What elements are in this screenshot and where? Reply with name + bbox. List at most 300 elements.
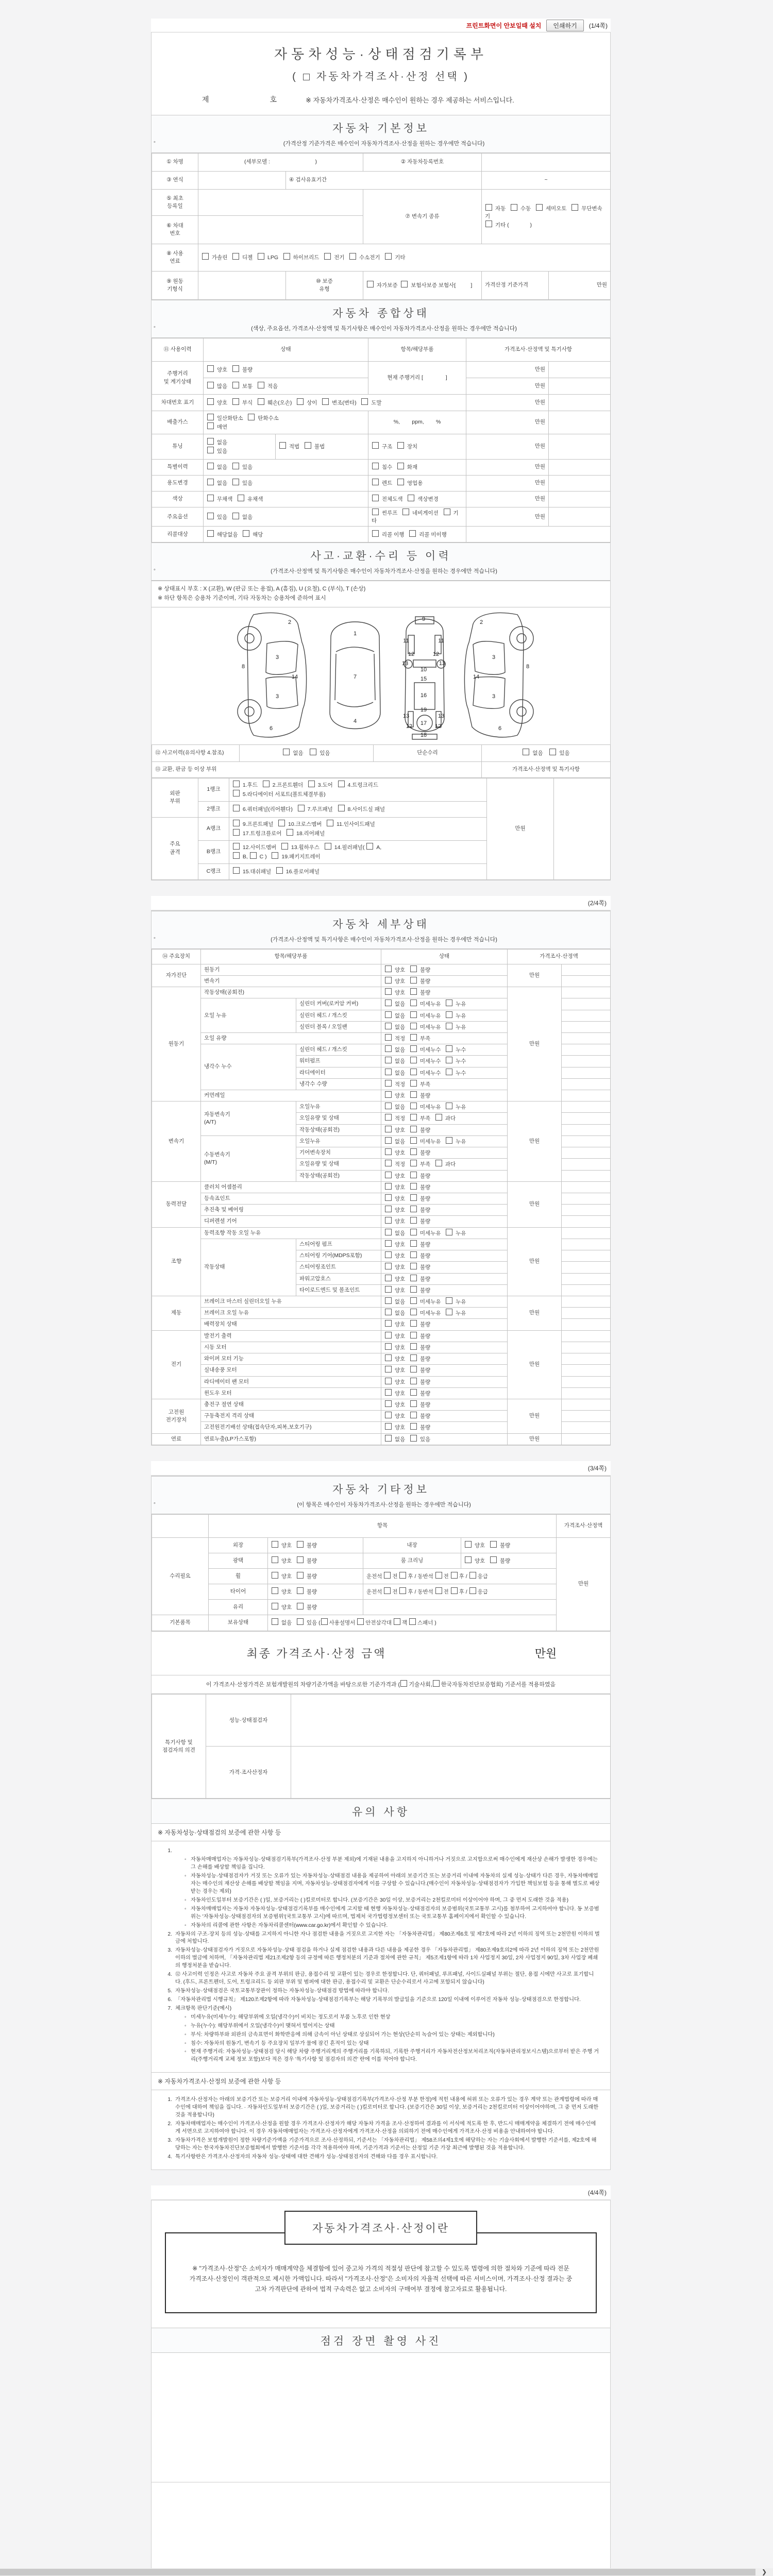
checkbox[interactable] — [401, 281, 408, 287]
checkbox[interactable] — [410, 1286, 417, 1293]
cell: 만원 — [508, 1101, 562, 1182]
checkbox[interactable] — [207, 513, 214, 519]
notice-item: 2. 자동차매매업자는 매수인이 가격조사·산정을 원할 경우 가격조사·산정자가 해당 자동차 가격을 조사·산정하여 결과를 이 서식에 적도록 한 후, 반드시 매매계약을 체결하기 전에 매수인에게 서면으로 고지하여야 합니다. 이 경우 자동차매매업자는 가격조사·산정자에게 가격조사·산정을 의뢰하기 전에 매수인에게 가격조사·산정 비용을 안내하여야 합니다. — [167, 2121, 596, 2134]
checkbox[interactable] — [384, 1572, 391, 1579]
checkbox[interactable] — [469, 1572, 476, 1579]
checkbox[interactable] — [385, 1069, 392, 1075]
checkbox[interactable] — [385, 1400, 392, 1407]
cell: 주요 골격 — [152, 817, 198, 879]
checkbox[interactable] — [272, 1603, 278, 1609]
checkbox[interactable] — [385, 1297, 392, 1304]
print-toolbar — [151, 19, 611, 32]
cell: 양호 불량 — [381, 1181, 508, 1193]
checkbox[interactable] — [409, 1618, 416, 1625]
checkbox[interactable] — [385, 977, 392, 984]
checkbox[interactable] — [410, 1160, 417, 1166]
checkbox[interactable] — [385, 253, 392, 260]
checkbox[interactable] — [232, 365, 239, 372]
checkbox[interactable] — [207, 479, 214, 485]
scroll-right-button[interactable]: ❯ — [761, 2568, 767, 2575]
cell: 만원 — [466, 460, 549, 476]
page-marker-4: (4/4쪽) — [587, 2189, 607, 2196]
checkbox[interactable] — [446, 1229, 452, 1235]
checkbox[interactable] — [399, 1587, 406, 1594]
cell: 양호 불량 — [381, 1319, 508, 1330]
checkbox[interactable] — [410, 1309, 417, 1315]
checkbox[interactable] — [297, 1556, 304, 1563]
checkbox[interactable] — [490, 1556, 497, 1563]
doc-no-suffix: 호 — [270, 95, 277, 104]
checkbox[interactable] — [281, 843, 288, 850]
checkbox[interactable] — [385, 1160, 392, 1166]
checkbox[interactable] — [272, 852, 278, 859]
checkbox[interactable] — [410, 1137, 417, 1144]
checkbox[interactable] — [536, 204, 543, 211]
checkbox[interactable] — [361, 398, 368, 405]
checkbox[interactable] — [233, 805, 240, 811]
checkbox[interactable] — [385, 1045, 392, 1052]
checkbox[interactable] — [263, 781, 270, 787]
checkbox[interactable] — [410, 1423, 417, 1430]
checkbox[interactable] — [385, 1183, 392, 1190]
checkbox[interactable] — [338, 781, 345, 787]
cell: 발전기 출력 — [201, 1330, 381, 1342]
cell: 만원 — [466, 378, 549, 395]
checkbox[interactable] — [385, 1126, 392, 1132]
checkbox[interactable] — [410, 1332, 417, 1338]
cell — [562, 1239, 611, 1250]
cell: A랭크 — [198, 817, 229, 840]
checkbox[interactable] — [399, 1572, 406, 1579]
checkbox[interactable] — [278, 820, 285, 826]
cell: 수리필요 — [152, 1537, 209, 1615]
checkbox[interactable] — [233, 867, 240, 874]
checkbox[interactable] — [207, 398, 214, 405]
checkbox[interactable] — [410, 1057, 417, 1063]
checkbox[interactable] — [410, 1045, 417, 1052]
cell: 가격·조사산정자 — [206, 1747, 291, 1799]
checkbox[interactable] — [385, 1286, 392, 1293]
checkbox[interactable] — [394, 1618, 400, 1625]
checkbox[interactable] — [385, 988, 392, 995]
checkbox[interactable] — [385, 1309, 392, 1315]
checkbox[interactable] — [385, 1137, 392, 1144]
checkbox[interactable] — [297, 1603, 304, 1609]
section-etc-info — [152, 1476, 610, 1514]
checkbox[interactable] — [485, 204, 492, 211]
cell: 실린더 헤드 / 개스킷 — [296, 1044, 381, 1056]
cell — [562, 1113, 611, 1124]
checkbox[interactable] — [385, 1148, 392, 1155]
checkbox[interactable] — [233, 790, 240, 796]
checkbox[interactable] — [233, 829, 240, 836]
checkbox[interactable] — [410, 1378, 417, 1384]
inspection-photo-area-2 — [152, 2483, 610, 2576]
accident-summary-table — [152, 744, 611, 778]
checkbox[interactable] — [410, 1126, 417, 1132]
cell: 양호 불량 — [381, 1170, 508, 1181]
checkbox[interactable] — [385, 1423, 392, 1430]
checkbox[interactable] — [385, 965, 392, 972]
checkbox[interactable] — [410, 1435, 417, 1442]
checkbox[interactable] — [297, 1572, 304, 1579]
cell: 양호 불량 — [381, 1411, 508, 1422]
column-header: 항목/해당부품 — [368, 338, 466, 362]
checkbox[interactable] — [485, 221, 492, 227]
checkbox[interactable] — [272, 1556, 278, 1563]
checkbox[interactable] — [258, 398, 264, 405]
checkbox[interactable] — [207, 530, 214, 537]
checkbox[interactable] — [310, 749, 316, 755]
cell: 적정 부족 과다 — [381, 1113, 508, 1124]
checkbox[interactable] — [276, 867, 283, 874]
cell: 실린더 헤드 / 개스킷 — [296, 1010, 381, 1021]
checkbox[interactable] — [232, 253, 239, 260]
checkbox[interactable] — [233, 852, 240, 859]
checkbox[interactable] — [385, 1103, 392, 1109]
checkbox[interactable] — [385, 1091, 392, 1098]
checkbox[interactable] — [325, 843, 331, 850]
cell — [549, 476, 611, 492]
checkbox[interactable] — [357, 1618, 364, 1625]
cell: 일산화탄소 탄화수소 매연 — [204, 411, 368, 434]
checkbox[interactable] — [385, 1057, 392, 1063]
checkbox[interactable] — [410, 1114, 417, 1121]
checkbox[interactable] — [410, 1343, 417, 1350]
checkbox[interactable] — [303, 74, 310, 80]
horizontal-scrollbar[interactable] — [0, 2568, 773, 2576]
cell — [562, 1308, 611, 1319]
checkbox[interactable] — [410, 1400, 417, 1407]
checkbox[interactable] — [258, 253, 264, 260]
checkbox[interactable] — [410, 1023, 417, 1029]
checkbox[interactable] — [410, 988, 417, 995]
checkbox[interactable] — [385, 1343, 392, 1350]
checkbox[interactable] — [385, 1011, 392, 1018]
checkbox[interactable] — [410, 1172, 417, 1178]
checkbox[interactable] — [410, 1034, 417, 1041]
cell: 양호 불량 — [381, 1262, 508, 1273]
checkbox[interactable] — [243, 530, 249, 537]
checkbox[interactable] — [367, 281, 374, 287]
checkbox[interactable] — [207, 447, 214, 453]
checkbox[interactable] — [385, 1080, 392, 1087]
checkbox[interactable] — [297, 1618, 304, 1625]
checkbox[interactable] — [385, 1354, 392, 1361]
checkbox[interactable] — [410, 1275, 417, 1281]
checkbox[interactable] — [446, 1069, 452, 1075]
checkbox[interactable] — [572, 204, 578, 211]
page-marker-1: (1/4쪽) — [589, 22, 608, 29]
checkbox[interactable] — [397, 463, 404, 469]
cell: 보유상태 — [209, 1615, 268, 1631]
checkbox[interactable] — [384, 1587, 391, 1594]
checkbox[interactable] — [465, 1541, 472, 1548]
cell: 외판 부위 — [152, 778, 198, 817]
cell: 양호 불량 — [381, 1273, 508, 1284]
checkbox[interactable] — [400, 1680, 407, 1687]
diagram-part-number: 7 — [353, 673, 357, 680]
checkbox[interactable] — [233, 781, 240, 787]
checkbox[interactable] — [410, 1011, 417, 1018]
checkbox[interactable] — [410, 1320, 417, 1327]
checkbox[interactable] — [446, 1057, 452, 1063]
checkbox[interactable] — [232, 463, 239, 469]
checkbox[interactable] — [238, 495, 244, 501]
cell: ③ 연식 — [152, 172, 198, 190]
scrollbar-thumb[interactable] — [0, 2569, 755, 2575]
checkbox[interactable] — [410, 1183, 417, 1190]
cell — [562, 1067, 611, 1078]
cell — [549, 411, 611, 434]
checkbox[interactable] — [410, 1194, 417, 1201]
checkbox[interactable] — [410, 1217, 417, 1224]
checkbox[interactable] — [233, 843, 240, 850]
checkbox[interactable] — [435, 1114, 442, 1121]
checkbox[interactable] — [410, 1091, 417, 1098]
checkbox[interactable] — [446, 1137, 452, 1144]
cell: ⑥ 차대 번호 — [152, 216, 198, 244]
checkbox[interactable] — [385, 1240, 392, 1247]
checkbox[interactable] — [435, 1160, 442, 1166]
checkbox[interactable] — [410, 1206, 417, 1212]
page-strip-2 — [151, 896, 611, 910]
checkbox[interactable] — [385, 1389, 392, 1396]
cell: 적정 부족 — [381, 1032, 508, 1044]
checkbox[interactable] — [523, 749, 529, 755]
checkbox[interactable] — [338, 805, 345, 811]
checkbox[interactable] — [385, 1251, 392, 1258]
checkbox[interactable] — [385, 1217, 392, 1224]
checkbox[interactable] — [207, 422, 214, 429]
checkbox[interactable] — [451, 1587, 458, 1594]
checkbox[interactable] — [349, 253, 356, 260]
cell: 추진축 및 베어링 — [201, 1205, 381, 1216]
checkbox[interactable] — [385, 1435, 392, 1442]
checkbox[interactable] — [298, 805, 305, 811]
checkbox[interactable] — [410, 1297, 417, 1304]
checkbox[interactable] — [297, 1587, 304, 1594]
checkbox[interactable] — [385, 1378, 392, 1384]
cell: 작동상태(공회전) — [201, 987, 381, 998]
checkbox[interactable] — [410, 1103, 417, 1109]
notice-item: 7. 체크항목 판단기준(예시) — [167, 2005, 232, 2011]
diagram-part-number: 12 — [406, 723, 413, 730]
checkbox[interactable] — [444, 509, 450, 515]
checkbox[interactable] — [385, 1206, 392, 1212]
cell: 침수 화재 — [368, 460, 466, 476]
page-strip-3 — [151, 1461, 611, 1476]
checkbox[interactable] — [385, 1366, 392, 1372]
checkbox[interactable] — [202, 253, 209, 260]
checkbox[interactable] — [410, 1229, 417, 1235]
checkbox[interactable] — [465, 1556, 472, 1563]
cell — [562, 1399, 611, 1410]
checkbox[interactable] — [410, 999, 417, 1006]
checkbox[interactable] — [385, 1263, 392, 1269]
cell: 타이어 — [209, 1584, 268, 1599]
checkbox[interactable] — [324, 253, 331, 260]
checkbox[interactable] — [232, 382, 239, 388]
page-strip-4 — [151, 2185, 611, 2200]
diagram-part-number: 14 — [473, 673, 480, 680]
checkbox[interactable] — [490, 1541, 497, 1548]
checkbox[interactable] — [446, 1297, 452, 1304]
checkbox[interactable] — [207, 414, 214, 420]
checkbox[interactable] — [410, 1251, 417, 1258]
cell — [549, 434, 611, 460]
checkbox[interactable] — [327, 820, 333, 826]
checkbox[interactable] — [446, 999, 452, 1006]
checkbox[interactable] — [433, 1680, 440, 1687]
checkbox[interactable] — [446, 1011, 452, 1018]
section-detail-condition — [152, 911, 610, 949]
checkbox[interactable] — [511, 204, 517, 211]
cell: 등속죠인트 — [201, 1193, 381, 1205]
print-button[interactable]: 인쇄하기 — [546, 20, 583, 31]
checkbox[interactable] — [410, 1240, 417, 1247]
checkbox[interactable] — [410, 1354, 417, 1361]
checkbox[interactable] — [305, 442, 311, 449]
checkbox[interactable] — [435, 1587, 442, 1594]
checkbox[interactable] — [232, 479, 239, 485]
checkbox[interactable] — [207, 438, 214, 445]
cell: 양호 불량 — [381, 1399, 508, 1410]
checkbox[interactable] — [308, 781, 315, 787]
checkbox[interactable] — [372, 479, 379, 485]
checkbox[interactable] — [272, 1618, 278, 1625]
checkbox[interactable] — [279, 442, 286, 449]
cell: 브레이크 마스터 실린더오일 누유 — [201, 1296, 381, 1307]
checkbox[interactable] — [410, 1080, 417, 1087]
cell: 자가진단 — [152, 964, 201, 987]
checkbox[interactable] — [207, 463, 214, 469]
section-title: 자동차 세부상태 — [332, 918, 429, 930]
checkbox[interactable] — [397, 479, 404, 485]
checkbox[interactable] — [385, 1332, 392, 1338]
checkbox[interactable] — [385, 1034, 392, 1041]
checkbox[interactable] — [385, 1194, 392, 1201]
section-overall-condition — [152, 300, 610, 338]
checkbox[interactable] — [385, 1229, 392, 1235]
checkbox[interactable] — [272, 1541, 278, 1548]
cell: 없음 미세누유 누유 — [381, 1021, 508, 1032]
checkbox[interactable] — [272, 1587, 278, 1594]
checkbox[interactable] — [272, 1572, 278, 1579]
checkbox[interactable] — [410, 977, 417, 984]
checkbox[interactable] — [385, 1320, 392, 1327]
checkbox[interactable] — [283, 253, 290, 260]
checkbox[interactable] — [446, 1023, 452, 1029]
checkbox[interactable] — [410, 1366, 417, 1372]
cell: 양호 불량 — [381, 1353, 508, 1365]
cell: 없음 있음 — [204, 476, 368, 492]
cell: 양호 불량 — [381, 1365, 508, 1376]
checkbox[interactable] — [446, 1309, 452, 1315]
checkbox[interactable] — [283, 749, 290, 755]
checkbox[interactable] — [385, 1412, 392, 1418]
checkbox[interactable] — [397, 442, 404, 449]
cell: 양호 불량 — [381, 1239, 508, 1250]
checkbox[interactable] — [207, 382, 214, 388]
checkbox[interactable] — [233, 820, 240, 826]
cell: 썬루프 네비게이션 기타 — [368, 507, 466, 527]
checkbox[interactable] — [410, 1263, 417, 1269]
checkbox[interactable] — [297, 398, 304, 405]
checkbox[interactable] — [451, 1572, 458, 1579]
checkbox[interactable] — [258, 382, 264, 388]
checkbox[interactable] — [410, 1069, 417, 1075]
checkbox[interactable] — [232, 398, 239, 405]
section-title: 점검 장면 촬영 사진 — [320, 2335, 442, 2347]
checkbox[interactable] — [408, 495, 414, 501]
checkbox[interactable] — [385, 1275, 392, 1281]
checkbox[interactable] — [248, 414, 255, 420]
section-title: 자동차 종합상태 — [332, 308, 429, 319]
cell — [562, 1273, 611, 1284]
checkbox[interactable] — [297, 1541, 304, 1548]
checkbox[interactable] — [446, 1103, 452, 1109]
checkbox[interactable] — [372, 530, 379, 537]
checkbox[interactable] — [435, 1572, 442, 1579]
cell — [562, 1101, 611, 1113]
cell: 양호 불량 — [381, 1216, 508, 1227]
cell: 만원 — [487, 778, 554, 879]
cell: 성능·상태점검자 — [206, 1694, 291, 1747]
cell — [562, 987, 611, 998]
checkbox[interactable] — [410, 1412, 417, 1418]
checkbox[interactable] — [446, 1045, 452, 1052]
checkbox[interactable] — [372, 463, 379, 469]
checkbox[interactable] — [410, 965, 417, 972]
checkbox[interactable] — [232, 513, 239, 519]
diagram-part-number: 10 — [420, 666, 427, 673]
checkbox[interactable] — [385, 1172, 392, 1178]
checkbox[interactable] — [410, 1389, 417, 1396]
cell: 적정 부족 과다 — [381, 1159, 508, 1170]
checkbox[interactable] — [321, 1618, 328, 1625]
checkbox[interactable] — [287, 829, 293, 836]
checkbox[interactable] — [250, 852, 257, 859]
checkbox[interactable] — [410, 1148, 417, 1155]
cell: 만원 — [466, 507, 549, 527]
cell: 양호 불량 — [268, 1553, 363, 1568]
cell: 양호 불량 — [381, 1205, 508, 1216]
cell — [291, 1747, 611, 1799]
cell — [562, 1250, 611, 1262]
checkbox[interactable] — [385, 1023, 392, 1029]
checkbox[interactable] — [469, 1587, 476, 1594]
checkbox[interactable] — [549, 749, 556, 755]
checkbox[interactable] — [207, 365, 214, 372]
form-title: 자동차성능·상태점검기록부 — [274, 46, 488, 62]
checkbox[interactable] — [372, 495, 379, 501]
cell: 파워고압호스 — [296, 1273, 381, 1284]
checkbox[interactable] — [402, 509, 409, 515]
checkbox[interactable] — [366, 843, 373, 850]
inspection-photo-area-1 — [152, 2353, 610, 2483]
checkbox[interactable] — [372, 509, 379, 515]
checkbox[interactable] — [207, 495, 214, 501]
document-number-line — [157, 94, 605, 105]
checkbox[interactable] — [385, 999, 392, 1006]
cell: 만원 — [466, 476, 549, 492]
checkbox[interactable] — [372, 442, 379, 449]
diagram-part-number: 1 — [353, 630, 357, 637]
checkbox[interactable] — [322, 398, 329, 405]
checkbox[interactable] — [409, 530, 416, 537]
checkbox[interactable] — [385, 1114, 392, 1121]
